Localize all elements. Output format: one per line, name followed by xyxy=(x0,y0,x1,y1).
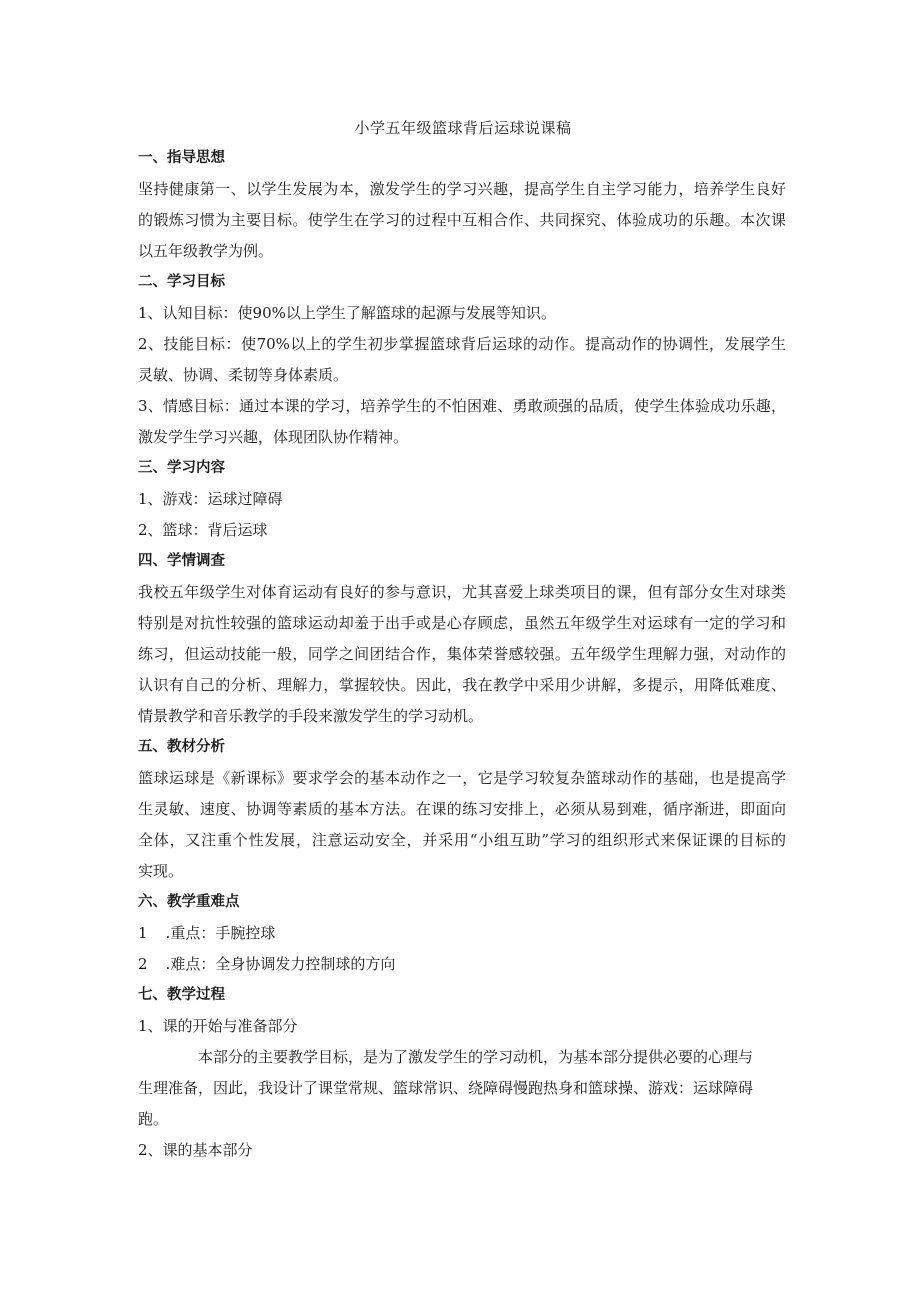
paragraph-line: 特别是对抗性较强的篮球运动却羞于出手或是心存顾虑，虽然五年级学生对运球有一定的学习和 xyxy=(138,614,786,632)
paragraph-line: 练习，但运动技能一般，同学之间团结合作，集体荣誉感较强。五年级学生理解力强，对动作的 xyxy=(138,645,786,663)
paragraph-line: 全体，又注重个性发展，注意运动安全，并采用“小组互助”学习的组织形式来保证课的目标的 xyxy=(138,831,786,849)
paragraph-line: 认识有自己的分析、理解力，掌握较快。因此，我在教学中采用少讲解，多提示，用降低难度、 xyxy=(138,676,786,694)
paragraph-line: 的锻炼习惯为主要目标。使学生在学习的过程中互相合作、共同探究、体验成功的乐趣。本次课 xyxy=(138,211,786,229)
paragraph-line: 灵敏、协调、柔韧等身体素质。 xyxy=(138,366,349,384)
section-heading-learning-goals: 二、学习目标 xyxy=(138,274,225,290)
paragraph-line: 以五年级教学为例。 xyxy=(138,242,274,260)
paragraph-line: 生灵敏、速度、协调等素质的基本方法。在课的练习安排上，必须从易到难，循序渐进，即面向 xyxy=(138,800,786,818)
paragraph-line: 2、技能目标：使70%以上的学生初步掌握篮球背后运球的动作。提高动作的协调性，发展学生 xyxy=(138,335,786,353)
paragraph-line: 篮球运球是《新课标》要求学会的基本动作之一，它是学习较复杂篮球动作的基础，也是提高学 xyxy=(138,769,786,787)
list-number: 2 xyxy=(138,955,148,973)
paragraph-line: 坚持健康第一、以学生发展为本，激发学生的学习兴趣，提高学生自主学习能力，培养学生良好 xyxy=(138,180,786,198)
section-heading-key-points: 六、教学重难点 xyxy=(138,894,240,910)
paragraph-line: 1、游戏：运球过障碍 xyxy=(138,490,283,508)
section-heading-learning-content: 三、学习内容 xyxy=(138,460,225,476)
list-item xyxy=(138,955,395,973)
paragraph-line: 实现。 xyxy=(138,862,184,880)
paragraph-line: 1、课的开始与准备部分 xyxy=(138,1017,298,1035)
paragraph-line: 激发学生学习兴趣，体现团队协作精神。 xyxy=(138,428,409,446)
paragraph-line: 跑。 xyxy=(138,1110,169,1128)
list-text: .重点：手腕控球 xyxy=(165,924,276,942)
list-number: 1 xyxy=(138,924,148,942)
paragraph-line: 1、认知目标：使90%以上学生了解篮球的起源与发展等知识。 xyxy=(138,304,556,322)
paragraph-line: 3、情感目标：通过本课的学习，培养学生的不怕困难、勇敢顽强的品质，使学生体验成功乐趣， xyxy=(138,397,786,415)
section-heading-guiding-thought: 一、指导思想 xyxy=(138,150,225,166)
section-heading-student-survey: 四、学情调查 xyxy=(138,553,225,569)
paragraph-line: 情景教学和音乐教学的手段来激发学生的学习动机。 xyxy=(138,707,484,725)
paragraph-line: 我校五年级学生对体育运动有良好的参与意识，尤其喜爱上球类项目的课，但有部分女生对球类 xyxy=(138,583,786,601)
paragraph-line: 生理准备，因此，我设计了课堂常规、篮球常识、绕障碍慢跑热身和篮球操、游戏：运球障碍 xyxy=(138,1079,754,1097)
paragraph-line: 2、课的基本部分 xyxy=(138,1141,253,1159)
paragraph-line: 本部分的主要教学目标，是为了激发学生的学习动机，为基本部分提供必要的心理与 xyxy=(198,1048,754,1066)
section-heading-material-analysis: 五、教材分析 xyxy=(138,739,225,755)
list-text: .难点：全身协调发力控制球的方向 xyxy=(165,955,396,973)
section-heading-teaching-process: 七、教学过程 xyxy=(138,987,225,1003)
list-item xyxy=(138,924,275,942)
document-title: 小学五年级篮球背后运球说课稿 xyxy=(354,119,572,137)
paragraph-line: 2、篮球：背后运球 xyxy=(138,521,268,539)
